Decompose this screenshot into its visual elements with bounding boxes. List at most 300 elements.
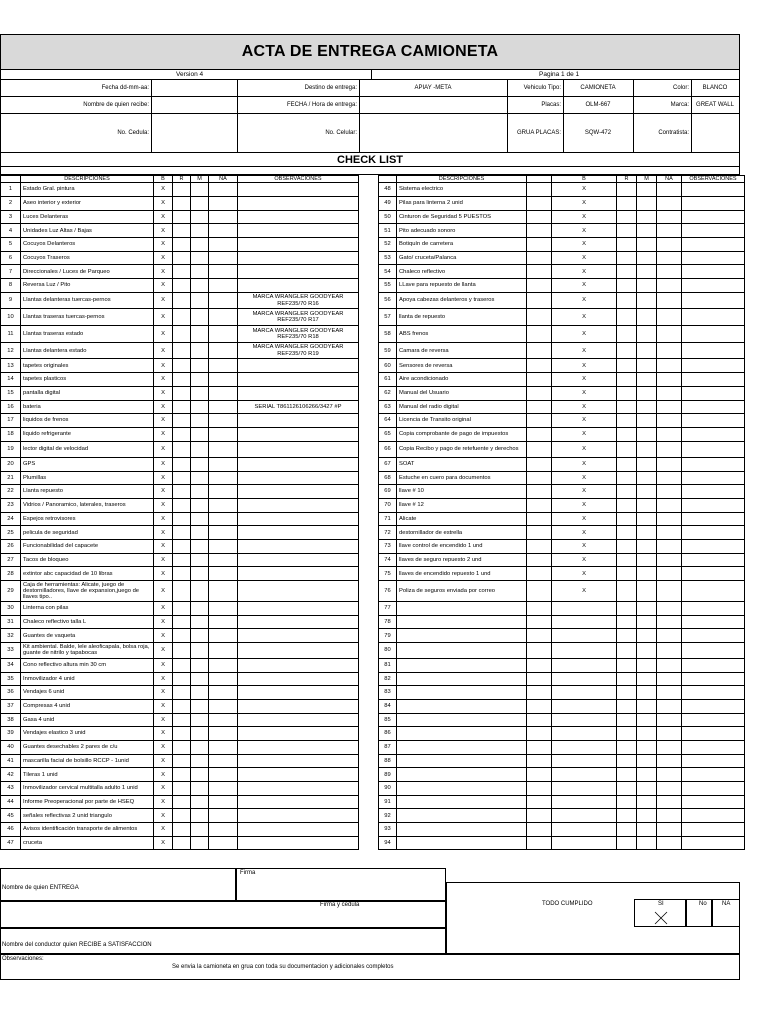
row-b-mark: X: [552, 265, 617, 279]
row-blank: [527, 727, 552, 741]
row-m-mark: [191, 581, 209, 602]
row-b-mark: X: [552, 485, 617, 499]
row-description: Poliza de seguros enviada por correo: [397, 581, 527, 602]
row-b-mark: [552, 795, 617, 809]
row-r-mark: [617, 643, 637, 659]
row-observation: [238, 553, 359, 567]
row-observation: [682, 326, 745, 343]
row-b-mark: X: [552, 237, 617, 251]
row-b-mark: X: [552, 427, 617, 441]
row-na-mark: [209, 686, 238, 700]
row-na-mark: [657, 713, 682, 727]
col-blank-header: [527, 176, 552, 183]
row-m-mark: [191, 400, 209, 414]
table-row: [379, 183, 745, 197]
row-description: Manual del Usuario: [397, 386, 527, 400]
row-description: Tileras 1 unid: [21, 768, 154, 782]
row-description: Licencia de Transito original: [397, 414, 527, 428]
header-row-2: [0, 97, 740, 114]
row-m-mark: [191, 809, 209, 823]
row-b-mark: X: [154, 658, 173, 672]
row-na-mark: [209, 414, 238, 428]
row-r-mark: [173, 342, 191, 359]
table-row: [1, 414, 359, 428]
todo-cumplido-label: TODO CUMPLIDO: [542, 901, 593, 907]
na-label: NA: [722, 901, 731, 907]
row-r-mark: [617, 498, 637, 512]
row-description: Inmovilizador cervical multitalla adulto 1 unid: [21, 782, 154, 796]
row-number: 12: [1, 342, 21, 359]
row-observation: [238, 442, 359, 458]
row-b-mark: X: [154, 809, 173, 823]
row-description: Funcionabilidad del capacete: [21, 540, 154, 554]
row-na-mark: [657, 581, 682, 602]
row-observation: [682, 615, 745, 629]
row-observation: [238, 471, 359, 485]
row-r-mark: [617, 768, 637, 782]
row-observation: [238, 615, 359, 629]
row-description: Gato/ cruceta/Palanca: [397, 251, 527, 265]
row-na-mark: [209, 795, 238, 809]
table-row: [379, 581, 745, 602]
row-na-mark: [657, 498, 682, 512]
table-row: [1, 373, 359, 387]
row-r-mark: [173, 768, 191, 782]
color-label: Color:: [672, 85, 689, 91]
row-b-mark: X: [154, 699, 173, 713]
row-r-mark: [617, 265, 637, 279]
row-number: 7: [1, 265, 21, 279]
row-na-mark: [657, 602, 682, 616]
row-r-mark: [173, 795, 191, 809]
col-na-header: NA: [657, 176, 682, 183]
row-na-mark: [657, 309, 682, 326]
row-r-mark: [173, 442, 191, 458]
table-row: [379, 471, 745, 485]
row-description: bateria: [21, 400, 154, 414]
row-observation: [682, 699, 745, 713]
row-observation: [682, 782, 745, 796]
row-r-mark: [173, 309, 191, 326]
row-r-mark: [173, 629, 191, 643]
row-r-mark: [617, 386, 637, 400]
row-blank: [527, 386, 552, 400]
row-observation: [238, 498, 359, 512]
table-row: [1, 686, 359, 700]
row-description: Llantas traseras tuercas-pernos: [21, 309, 154, 326]
row-number: 58: [379, 326, 397, 343]
row-r-mark: [617, 581, 637, 602]
row-description: llave control de encendido 1 und: [397, 540, 527, 554]
row-description: Estado Gral. pintura: [21, 183, 154, 197]
row-b-mark: [552, 754, 617, 768]
row-m-mark: [191, 224, 209, 238]
row-na-mark: [209, 400, 238, 414]
row-r-mark: [617, 442, 637, 458]
row-na-mark: [657, 414, 682, 428]
row-description: Alicate: [397, 512, 527, 526]
row-na-mark: [657, 251, 682, 265]
row-na-mark: [209, 658, 238, 672]
row-m-mark: [637, 795, 657, 809]
celular-label: No. Celular:: [325, 130, 357, 136]
row-number: 52: [379, 237, 397, 251]
row-description: Tacos de bloqueo: [21, 553, 154, 567]
row-na-mark: [209, 526, 238, 540]
fecha-hora-label: FECHA / Hora de entrega:: [286, 102, 357, 108]
row-m-mark: [637, 512, 657, 526]
row-description: Espejos retrovisores: [21, 512, 154, 526]
row-number: 64: [379, 414, 397, 428]
row-description: [397, 727, 527, 741]
row-observation: [238, 427, 359, 441]
table-row: [1, 326, 359, 343]
table-row: [379, 727, 745, 741]
row-description: llave # 12: [397, 498, 527, 512]
row-description: [397, 782, 527, 796]
row-na-mark: [209, 373, 238, 387]
row-blank: [527, 373, 552, 387]
row-r-mark: [617, 699, 637, 713]
row-observation: MARCA WRANGLER GOODYEAR REF235/70 R16: [238, 292, 359, 309]
table-row: [1, 567, 359, 581]
checklist-title: CHECK LIST: [0, 153, 740, 167]
row-r-mark: [617, 427, 637, 441]
row-na-mark: [657, 782, 682, 796]
col-obs-header: OBSERVACIONES: [682, 176, 745, 183]
row-b-mark: X: [154, 400, 173, 414]
row-b-mark: X: [154, 279, 173, 293]
row-observation: [682, 629, 745, 643]
row-number: 57: [379, 309, 397, 326]
row-observation: [682, 342, 745, 359]
row-b-mark: X: [154, 442, 173, 458]
row-blank: [527, 658, 552, 672]
row-b-mark: X: [154, 359, 173, 373]
page-number-text: Pagina 1 de 1: [539, 71, 580, 78]
row-na-mark: [209, 386, 238, 400]
row-description: llave # 10: [397, 485, 527, 499]
row-m-mark: [637, 237, 657, 251]
row-m-mark: [637, 251, 657, 265]
row-m-mark: [637, 210, 657, 224]
row-b-mark: X: [552, 526, 617, 540]
row-na-mark: [209, 457, 238, 471]
table-row: [379, 713, 745, 727]
row-na-mark: [209, 727, 238, 741]
row-m-mark: [637, 602, 657, 616]
row-b-mark: X: [552, 400, 617, 414]
row-description: Chaleco reflectivo: [397, 265, 527, 279]
row-r-mark: [173, 498, 191, 512]
row-observation: [238, 224, 359, 238]
row-na-mark: [209, 359, 238, 373]
row-b-mark: [552, 686, 617, 700]
row-description: lector digital de velocidad: [21, 442, 154, 458]
si-checkmark-x-icon: [654, 911, 668, 925]
row-na-mark: [657, 643, 682, 659]
row-m-mark: [191, 196, 209, 210]
row-observation: [682, 512, 745, 526]
row-m-mark: [637, 553, 657, 567]
row-observation: [238, 183, 359, 197]
row-m-mark: [637, 279, 657, 293]
row-na-mark: [657, 386, 682, 400]
row-b-mark: [552, 658, 617, 672]
table-row: [1, 795, 359, 809]
row-description: Luces Delanteras: [21, 210, 154, 224]
row-b-mark: X: [552, 457, 617, 471]
row-r-mark: [617, 196, 637, 210]
row-na-mark: [657, 457, 682, 471]
row-m-mark: [191, 342, 209, 359]
row-description: [397, 740, 527, 754]
table-row: [379, 553, 745, 567]
row-m-mark: [191, 326, 209, 343]
row-b-mark: X: [154, 251, 173, 265]
row-number: 1: [1, 183, 21, 197]
row-observation: [682, 471, 745, 485]
table-row: [1, 754, 359, 768]
row-description: [397, 809, 527, 823]
version-row: [0, 70, 740, 80]
row-m-mark: [191, 754, 209, 768]
row-observation: [238, 279, 359, 293]
row-number: 83: [379, 686, 397, 700]
row-description: [397, 615, 527, 629]
row-r-mark: [617, 210, 637, 224]
row-description: mascarilla facial de bolsillo RCCP - 1unid: [21, 754, 154, 768]
row-b-mark: X: [552, 210, 617, 224]
row-na-mark: [657, 210, 682, 224]
row-r-mark: [617, 672, 637, 686]
row-b-mark: X: [154, 196, 173, 210]
row-observation: [682, 251, 745, 265]
row-number: 79: [379, 629, 397, 643]
row-m-mark: [191, 210, 209, 224]
row-observation: [682, 795, 745, 809]
row-number: 13: [1, 359, 21, 373]
row-observation: [238, 359, 359, 373]
row-m-mark: [191, 658, 209, 672]
col-num-header: [379, 176, 397, 183]
row-r-mark: [173, 427, 191, 441]
row-observation: [682, 485, 745, 499]
row-number: 3: [1, 210, 21, 224]
row-m-mark: [191, 457, 209, 471]
row-number: 43: [1, 782, 21, 796]
col-b-header: B: [552, 176, 617, 183]
row-m-mark: [637, 540, 657, 554]
row-m-mark: [191, 471, 209, 485]
row-observation: [682, 526, 745, 540]
row-r-mark: [617, 540, 637, 554]
row-na-mark: [657, 265, 682, 279]
row-b-mark: X: [552, 386, 617, 400]
row-number: 25: [1, 526, 21, 540]
table-row: [1, 526, 359, 540]
row-m-mark: [191, 602, 209, 616]
row-observation: [238, 658, 359, 672]
row-m-mark: [637, 457, 657, 471]
row-observation: [682, 279, 745, 293]
row-b-mark: X: [552, 224, 617, 238]
row-m-mark: [637, 713, 657, 727]
row-b-mark: [552, 615, 617, 629]
row-na-mark: [209, 615, 238, 629]
table-row: [379, 567, 745, 581]
table-row: [1, 615, 359, 629]
row-m-mark: [191, 427, 209, 441]
row-b-mark: X: [154, 512, 173, 526]
row-observation: [682, 727, 745, 741]
row-b-mark: X: [552, 183, 617, 197]
row-observation: [682, 359, 745, 373]
row-na-mark: [657, 699, 682, 713]
table-row: [379, 795, 745, 809]
row-r-mark: [173, 581, 191, 602]
row-b-mark: X: [154, 224, 173, 238]
row-blank: [527, 512, 552, 526]
row-b-mark: X: [154, 373, 173, 387]
row-b-mark: X: [154, 265, 173, 279]
row-number: 54: [379, 265, 397, 279]
row-r-mark: [617, 795, 637, 809]
row-observation: MARCA WRANGLER GOODYEAR REF235/70 R17: [238, 309, 359, 326]
row-b-mark: X: [154, 427, 173, 441]
row-description: [397, 672, 527, 686]
table-row: [1, 699, 359, 713]
observaciones-label: Observaciones:: [2, 956, 44, 962]
row-b-mark: X: [552, 309, 617, 326]
row-number: 56: [379, 292, 397, 309]
table-row: [379, 526, 745, 540]
row-number: 77: [379, 602, 397, 616]
row-m-mark: [191, 699, 209, 713]
checklist-left-table: [0, 175, 359, 850]
row-description: llanta de repuesto: [397, 309, 527, 326]
row-observation: [682, 457, 745, 471]
table-row: [379, 265, 745, 279]
row-number: 60: [379, 359, 397, 373]
row-b-mark: X: [154, 342, 173, 359]
firma-label: Firma: [240, 870, 256, 876]
row-blank: [527, 740, 552, 754]
row-description: llaves de encendido repuesto 1 und: [397, 567, 527, 581]
row-number: 46: [1, 823, 21, 837]
row-number: 84: [379, 699, 397, 713]
row-observation: [682, 809, 745, 823]
row-description: pantalla digital: [21, 386, 154, 400]
row-m-mark: [191, 442, 209, 458]
row-number: 31: [1, 615, 21, 629]
row-description: Guantes desechables 2 pares de c/u: [21, 740, 154, 754]
row-blank: [527, 442, 552, 458]
table-row: [379, 629, 745, 643]
row-r-mark: [617, 400, 637, 414]
row-number: 70: [379, 498, 397, 512]
row-b-mark: [552, 672, 617, 686]
row-blank: [527, 498, 552, 512]
row-blank: [527, 342, 552, 359]
row-observation: [682, 210, 745, 224]
checklist-right-header: [379, 176, 745, 183]
row-na-mark: [657, 359, 682, 373]
row-blank: [527, 615, 552, 629]
row-blank: [527, 471, 552, 485]
row-observation: [238, 251, 359, 265]
row-observation: [682, 196, 745, 210]
row-m-mark: [191, 414, 209, 428]
row-blank: [527, 292, 552, 309]
row-observation: [238, 836, 359, 850]
col-m-header: M: [191, 176, 209, 183]
row-m-mark: [191, 498, 209, 512]
row-blank: [527, 237, 552, 251]
row-r-mark: [617, 457, 637, 471]
row-r-mark: [617, 602, 637, 616]
row-number: 41: [1, 754, 21, 768]
table-row: [379, 292, 745, 309]
row-m-mark: [637, 442, 657, 458]
row-observation: [238, 567, 359, 581]
row-r-mark: [173, 686, 191, 700]
row-number: 44: [1, 795, 21, 809]
row-b-mark: X: [552, 359, 617, 373]
row-m-mark: [637, 309, 657, 326]
row-na-mark: [209, 210, 238, 224]
row-observation: [682, 686, 745, 700]
row-blank: [527, 183, 552, 197]
table-row: [379, 279, 745, 293]
table-row: [379, 823, 745, 837]
table-row: [1, 740, 359, 754]
table-row: [1, 823, 359, 837]
col-desc-header: DESCRIPCIONES: [397, 176, 527, 183]
row-na-mark: [209, 471, 238, 485]
col-desc-header: DESCRIPCIONES: [21, 176, 154, 183]
row-m-mark: [191, 782, 209, 796]
row-na-mark: [657, 373, 682, 387]
row-r-mark: [617, 526, 637, 540]
row-na-mark: [209, 768, 238, 782]
row-na-mark: [209, 512, 238, 526]
row-m-mark: [637, 373, 657, 387]
row-b-mark: X: [552, 498, 617, 512]
row-description: Cono reflectivo altura min 30 cm: [21, 658, 154, 672]
row-b-mark: [552, 768, 617, 782]
row-number: 23: [1, 498, 21, 512]
row-na-mark: [209, 713, 238, 727]
row-number: 68: [379, 471, 397, 485]
row-r-mark: [617, 658, 637, 672]
row-m-mark: [637, 823, 657, 837]
table-row: [1, 485, 359, 499]
table-row: [379, 414, 745, 428]
row-m-mark: [637, 754, 657, 768]
color-value: BLANCO: [702, 85, 728, 91]
row-observation: [238, 581, 359, 602]
row-description: Copia comprobante de pago de impuestos: [397, 427, 527, 441]
table-row: [1, 512, 359, 526]
table-row: [379, 643, 745, 659]
row-na-mark: [209, 427, 238, 441]
row-observation: [682, 292, 745, 309]
destino-label: Destino de entrega:: [304, 85, 357, 91]
row-description: Kit ambiental. Balde, lele aleoficapala, bolsa roja, guante de nitrilo y tapabocas: [21, 643, 154, 659]
table-row: [1, 836, 359, 850]
table-row: [1, 643, 359, 659]
